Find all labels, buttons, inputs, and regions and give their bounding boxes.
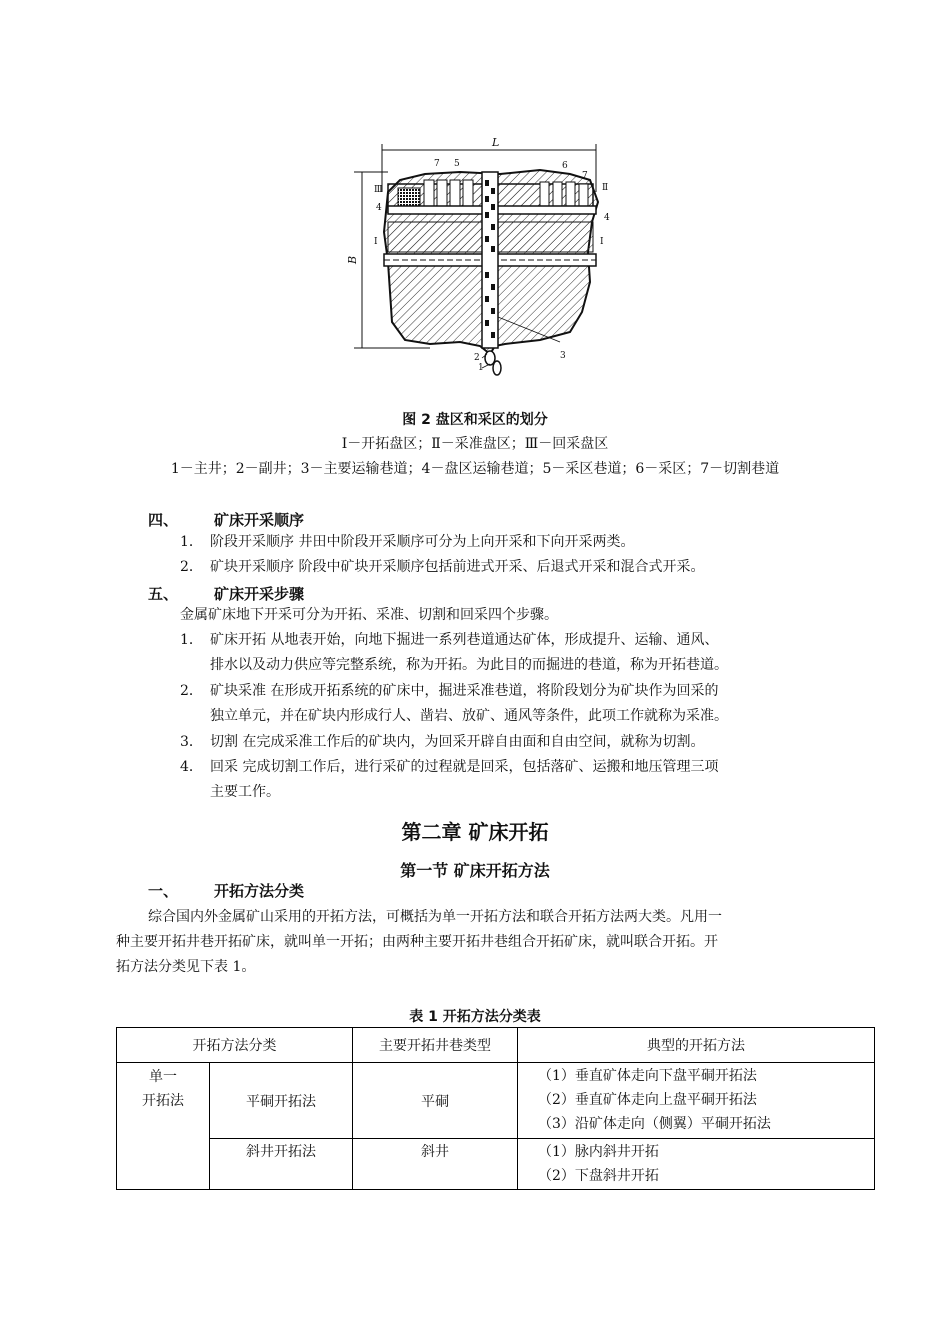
subsection-1-number: 一、 [148,882,179,900]
list-item-text: 阶段开采顺序 井田中阶段开采顺序可分为上向开采和下向开采两类。 [210,534,635,550]
section-5-intro: 金属矿床地下开采可分为开拓、采准、切割和回采四个步骤。 [180,607,558,623]
table-cell-type: 平硐 [353,1063,518,1139]
figure-label-1: 1 [478,363,484,373]
figure-label-4-right: 4 [604,213,610,223]
figure-label-I-right: I [600,237,604,247]
ore-body-outline [354,144,598,375]
figure-label-B: B [346,255,359,264]
table-typical-item: （1）垂直矿体走向下盘平硐开拓法 [538,1068,757,1084]
paragraph-line-3: 拓方法分类见下表 1。 [116,959,256,975]
figure-label-I-left: I [374,237,378,247]
paragraph-line-2: 种主要开拓井巷开拓矿床，就叫单一开拓；由两种主要开拓井巷组合开拓矿床，就叫联合开拓。开 [116,934,718,950]
list-item-text-line1: 回采 完成切割工作后，进行采矿的过程就是回采，包括落矿、运搬和地压管理三项 [210,759,719,775]
table-header-cell: 典型的开拓方法 [518,1028,875,1063]
list-item-text-line1: 矿块采准 在形成开拓系统的矿床中，掘进采准巷道，将阶段划分为矿块作为回采的 [210,683,719,699]
table-group-label-line2: 开拓法 [142,1093,184,1109]
list-item-number: 2． [180,559,203,575]
list-item-number: 4． [180,759,203,775]
list-item-text-line1: 切割 在完成采准工作后的矿块内，为回采开辟自由面和自由空间，就称为切割。 [210,734,705,750]
table-typical-item: （2）下盘斜井开拓 [538,1168,659,1184]
list-item-number: 3． [180,734,203,750]
table-header-row [117,1028,875,1063]
figure-caption-title: 图 2 盘区和采区的划分 [402,412,548,428]
chapter-title: 第二章 矿床开拓 [401,820,549,844]
figure-label-4-left: 4 [376,203,382,213]
table-cell-method: 平硐开拓法 [210,1063,353,1139]
table-group-cell [117,1063,210,1190]
section-5-number: 五、 [148,585,179,603]
list-item-text-line1: 矿床开拓 从地表开始，向地下掘进一系列巷道通达矿体，形成提升、运输、通风、 [210,632,719,648]
paragraph-line-1: 综合国内外金属矿山采用的开拓方法，可概括为单一开拓方法和联合开拓方法两大类。凡用一 [148,909,722,925]
figure-label-6: 6 [562,161,568,171]
list-item-number: 2． [180,683,203,699]
list-item-number: 1． [180,632,203,648]
figure-label-5: 5 [454,159,460,169]
table-typical-item: （1）脉内斜井开拓 [538,1144,659,1160]
figure-caption-legend-regions: Ⅰ－开拓盘区；Ⅱ－采准盘区；Ⅲ－回采盘区 [341,436,609,452]
section-4-number: 四、 [148,511,179,529]
table-cell-typical [518,1063,875,1139]
table-typical-item: （3）沿矿体走向（侧翼）平硐开拓法 [538,1116,771,1132]
list-item-text: 矿块开采顺序 阶段中矿块开采顺序包括前进式开采、后退式开采和混合式开采。 [210,559,705,575]
figure-label-7-left: 7 [434,159,440,169]
section-5-title: 矿床开采步骤 [214,585,305,603]
figure-label-II: Ⅱ [602,183,609,193]
figure-label-2: 2 [474,353,480,363]
mine-division-figure [340,132,630,382]
table-cell-method: 斜井开拓法 [210,1139,353,1190]
table-group-label-line1: 单一 [149,1069,177,1085]
table-cell-typical [518,1139,875,1190]
list-item-number: 1． [180,534,203,550]
figure-label-III: Ⅲ [374,185,383,195]
list-item-text-line2: 主要工作。 [210,784,280,800]
table-typical-item: （2）垂直矿体走向上盘平硐开拓法 [538,1092,757,1108]
table-row [117,1063,875,1139]
table-caption: 表 1 开拓方法分类表 [409,1009,541,1025]
section-title: 第一节 矿床开拓方法 [400,861,550,880]
list-item-text-line2: 排水以及动力供应等完整系统，称为开拓。为此目的而掘进的巷道，称为开拓巷道。 [210,657,728,673]
figure-label-7-right: 7 [582,171,588,181]
classification-table [116,1027,875,1190]
table-cell-type: 斜井 [353,1139,518,1190]
table-header-cell: 主要开拓井巷类型 [353,1028,518,1063]
subsection-1-title: 开拓方法分类 [214,882,305,900]
figure-caption-legend-numbers: 1－主井；2－副井；3－主要运输巷道；4－盘区运输巷道；5－采区巷道；6－采区；7－切割巷道 [170,461,780,477]
table-header-cell: 开拓方法分类 [117,1028,353,1063]
figure-label-3: 3 [560,351,566,361]
list-item-text-line2: 独立单元，并在矿块内形成行人、凿岩、放矿、通风等条件，此项工作就称为采准。 [210,708,728,724]
section-4-title: 矿床开采顺序 [214,511,305,529]
figure-label-L: L [492,136,500,149]
table-row [117,1139,875,1190]
